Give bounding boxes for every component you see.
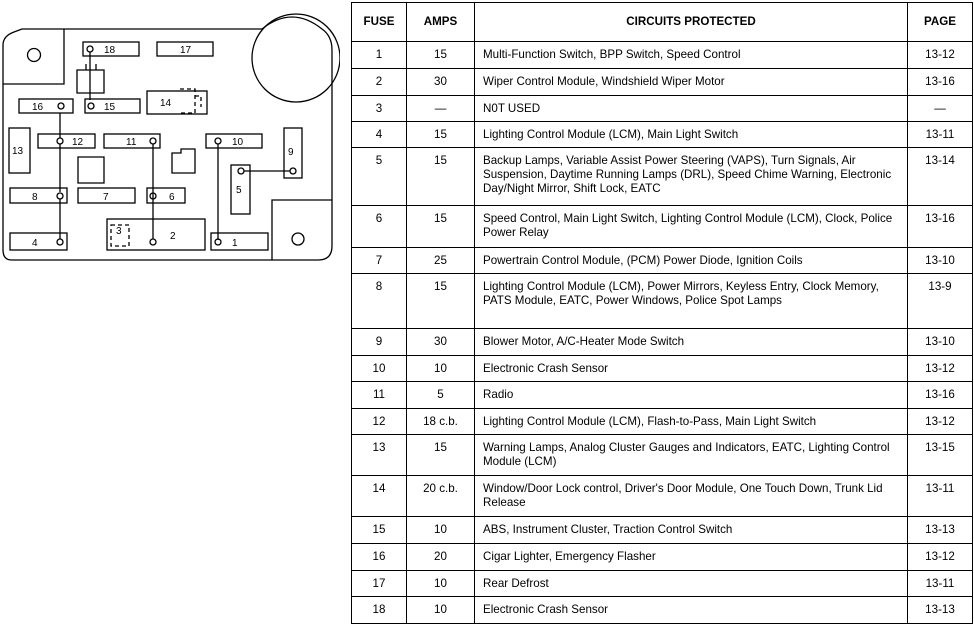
fuse-circuits: Rear Defrost: [475, 571, 908, 597]
fuse-16-label: 16: [32, 102, 44, 113]
fuse-circuits: Speed Control, Main Light Switch, Lighting Control Module (LCM), Clock, Police Power Relay: [475, 206, 908, 248]
fuse-number: 13: [352, 435, 407, 476]
table-row: [352, 274, 973, 329]
table-row: [352, 435, 973, 476]
fuse-page: 13-16: [908, 206, 973, 248]
fuse-circuits: Lighting Control Module (LCM), Flash-to-Pass, Main Light Switch: [475, 409, 908, 435]
fuse-number: 5: [352, 148, 407, 206]
fuse-11-terminal: [150, 138, 156, 144]
panel-corner-notch-right: [272, 200, 332, 260]
fuse-14-label: 14: [160, 98, 172, 109]
fuse-16-terminal: [58, 103, 64, 109]
fuse-circuits: ABS, Instrument Cluster, Traction Control Switch: [475, 517, 908, 544]
fuse-amps: 10: [407, 356, 475, 382]
fuse-circuits: Powertrain Control Module, (PCM) Power Diode, Ignition Coils: [475, 248, 908, 274]
table-row: [352, 544, 973, 571]
fuse-12-terminal: [57, 138, 63, 144]
fuse-circuits: Radio: [475, 382, 908, 409]
fuse-number: 2: [352, 69, 407, 96]
fuse-circuits: Multi-Function Switch, BPP Switch, Speed Control: [475, 42, 908, 69]
table-row: [352, 356, 973, 382]
fuse-circuits: Electronic Crash Sensor: [475, 356, 908, 382]
fuse-7-label: 7: [103, 192, 109, 203]
fuse-2-terminal: [150, 239, 156, 245]
fuse-1: [211, 233, 268, 250]
fuse-page: 13-11: [908, 571, 973, 597]
fuse-18-label: 18: [104, 45, 116, 56]
fuse-4: [10, 233, 67, 250]
table-row: [352, 248, 973, 274]
fuse-amps: 15: [407, 148, 475, 206]
connector-small: [172, 149, 195, 173]
table-row: [352, 122, 973, 148]
table-row: [352, 96, 973, 122]
fuse-circuits: Lighting Control Module (LCM), Power Mirrors, Keyless Entry, Clock Memory, PATS Module, EATC, Power Windows, Police Spot Lamps: [475, 274, 908, 329]
fuse-12-label: 12: [72, 137, 84, 148]
fuse-6-label: 6: [169, 192, 175, 203]
fuse-amps: 15: [407, 42, 475, 69]
fuse-amps: 30: [407, 69, 475, 96]
fuse-17-label: 17: [180, 45, 192, 56]
fuse-panel-outline: [3, 17, 332, 260]
fuse-circuits: Cigar Lighter, Emergency Flasher: [475, 544, 908, 571]
fuse-amps: 20: [407, 544, 475, 571]
fuse-circuits: Wiper Control Module, Windshield Wiper Motor: [475, 69, 908, 96]
fuse-9-label: 9: [288, 147, 294, 158]
fuse-amps: 15: [407, 274, 475, 329]
fuse-page: 13-12: [908, 409, 973, 435]
header-page: PAGE: [908, 3, 973, 42]
fuse-8: [10, 188, 67, 203]
header-amps: AMPS: [407, 3, 475, 42]
fuse-page: 13-14: [908, 148, 973, 206]
fuse-page: 13-12: [908, 42, 973, 69]
fuse-15-label: 15: [104, 102, 116, 113]
fuse-number: 17: [352, 571, 407, 597]
fuse-4-label: 4: [32, 238, 38, 249]
relay-round: [252, 14, 340, 102]
fuse-page: 13-13: [908, 597, 973, 624]
table-row: [352, 597, 973, 624]
fuse-amps: 20 c.b.: [407, 476, 475, 517]
fuse-amps: 30: [407, 329, 475, 356]
fuse-number: 3: [352, 96, 407, 122]
fuse-page: 13-16: [908, 69, 973, 96]
fuse-3-label: 3: [116, 226, 122, 237]
fuse-page: 13-9: [908, 274, 973, 329]
fuse-number: 10: [352, 356, 407, 382]
fuse-number: 11: [352, 382, 407, 409]
connector-tabs: [78, 157, 104, 183]
fuse-12: [38, 134, 95, 148]
fuse-8-terminal: [57, 193, 63, 199]
fuse-11-label: 11: [126, 137, 137, 148]
fuse-circuits: Window/Door Lock control, Driver's Door Module, One Touch Down, Trunk Lid Release: [475, 476, 908, 517]
fuse-page: —: [908, 96, 973, 122]
fuse-18-terminal: [87, 46, 93, 52]
table-row: [352, 206, 973, 248]
fuse-amps: 18 c.b.: [407, 409, 475, 435]
fuse-number: 4: [352, 122, 407, 148]
fuse-number: 6: [352, 206, 407, 248]
fuse-amps: 10: [407, 571, 475, 597]
fuse-chart-table: [351, 2, 973, 624]
fuse-page: 13-12: [908, 544, 973, 571]
table-row: [352, 409, 973, 435]
table-row: [352, 42, 973, 69]
table-row: [352, 476, 973, 517]
fuse-amps: 25: [407, 248, 475, 274]
fuse-8-label: 8: [32, 192, 38, 203]
fuse-page: 13-11: [908, 122, 973, 148]
fuse-number: 14: [352, 476, 407, 517]
fuse-5-label: 5: [236, 185, 242, 196]
fuse-amps: 15: [407, 435, 475, 476]
table-row: [352, 571, 973, 597]
mount-hole-top-left: [28, 49, 41, 62]
fuse-circuits: Backup Lamps, Variable Assist Power Steering (VAPS), Turn Signals, Air Suspension, Daytime Running Lamps (DRL), Speed Chime Warning, Electronic Day/Night Mirror, Shift Lock, EATC: [475, 148, 908, 206]
fuse-10-label: 10: [232, 137, 244, 148]
fuse-amps: 15: [407, 206, 475, 248]
fuse-amps: 10: [407, 597, 475, 624]
table-body: [352, 42, 973, 624]
fuse-14: [147, 91, 207, 114]
fuse-circuits: Warning Lamps, Analog Cluster Gauges and Indicators, EATC, Lighting Control Module (LCM): [475, 435, 908, 476]
fuse-page: 13-12: [908, 356, 973, 382]
fuse-2-label: 2: [170, 231, 176, 242]
fuse-number: 16: [352, 544, 407, 571]
fuse-amps: 10: [407, 517, 475, 544]
table-header-row: [352, 3, 973, 42]
fuse-16: [19, 99, 73, 113]
fuse-amps: 15: [407, 122, 475, 148]
fuse-page: 13-11: [908, 476, 973, 517]
fuse-14-dashed: [180, 89, 201, 113]
fuse-circuits: Blower Motor, A/C-Heater Mode Switch: [475, 329, 908, 356]
table-row: [352, 148, 973, 206]
fuse-panel-diagram: [0, 0, 340, 270]
fuse-10-terminal: [215, 138, 221, 144]
fuse-page: 13-16: [908, 382, 973, 409]
fuse-circuits: N0T USED: [475, 96, 908, 122]
fuse-page: 13-13: [908, 517, 973, 544]
fuse-number: 7: [352, 248, 407, 274]
fuse-15-terminal: [88, 103, 94, 109]
fuse-page: 13-10: [908, 248, 973, 274]
table-row: [352, 329, 973, 356]
fuse-circuits: Electronic Crash Sensor: [475, 597, 908, 624]
fuse-number: 12: [352, 409, 407, 435]
fuse-number: 18: [352, 597, 407, 624]
table-row: [352, 382, 973, 409]
fuse-circuits: Lighting Control Module (LCM), Main Light Switch: [475, 122, 908, 148]
fuse-5-terminal: [238, 168, 244, 174]
fuse-number: 15: [352, 517, 407, 544]
fuse-amps: —: [407, 96, 475, 122]
fuse-number: 8: [352, 274, 407, 329]
fuse-13-label: 13: [12, 146, 24, 157]
fuse-number: 9: [352, 329, 407, 356]
mount-hole-bottom-right: [292, 233, 304, 245]
fuse-page: 13-10: [908, 329, 973, 356]
header-fuse: FUSE: [352, 3, 407, 42]
fuse-2: [107, 219, 205, 250]
panel-corner-notch-left: [3, 29, 64, 84]
table-row: [352, 517, 973, 544]
fuse-4-terminal: [57, 239, 63, 245]
table-row: [352, 69, 973, 96]
header-circuits-protected: CIRCUITS PROTECTED: [475, 3, 908, 42]
fuse-page: 13-15: [908, 435, 973, 476]
fuse-1-label: 1: [232, 238, 238, 249]
fuse-number: 1: [352, 42, 407, 69]
fuse-9-terminal: [290, 168, 296, 174]
fuse-amps: 5: [407, 382, 475, 409]
